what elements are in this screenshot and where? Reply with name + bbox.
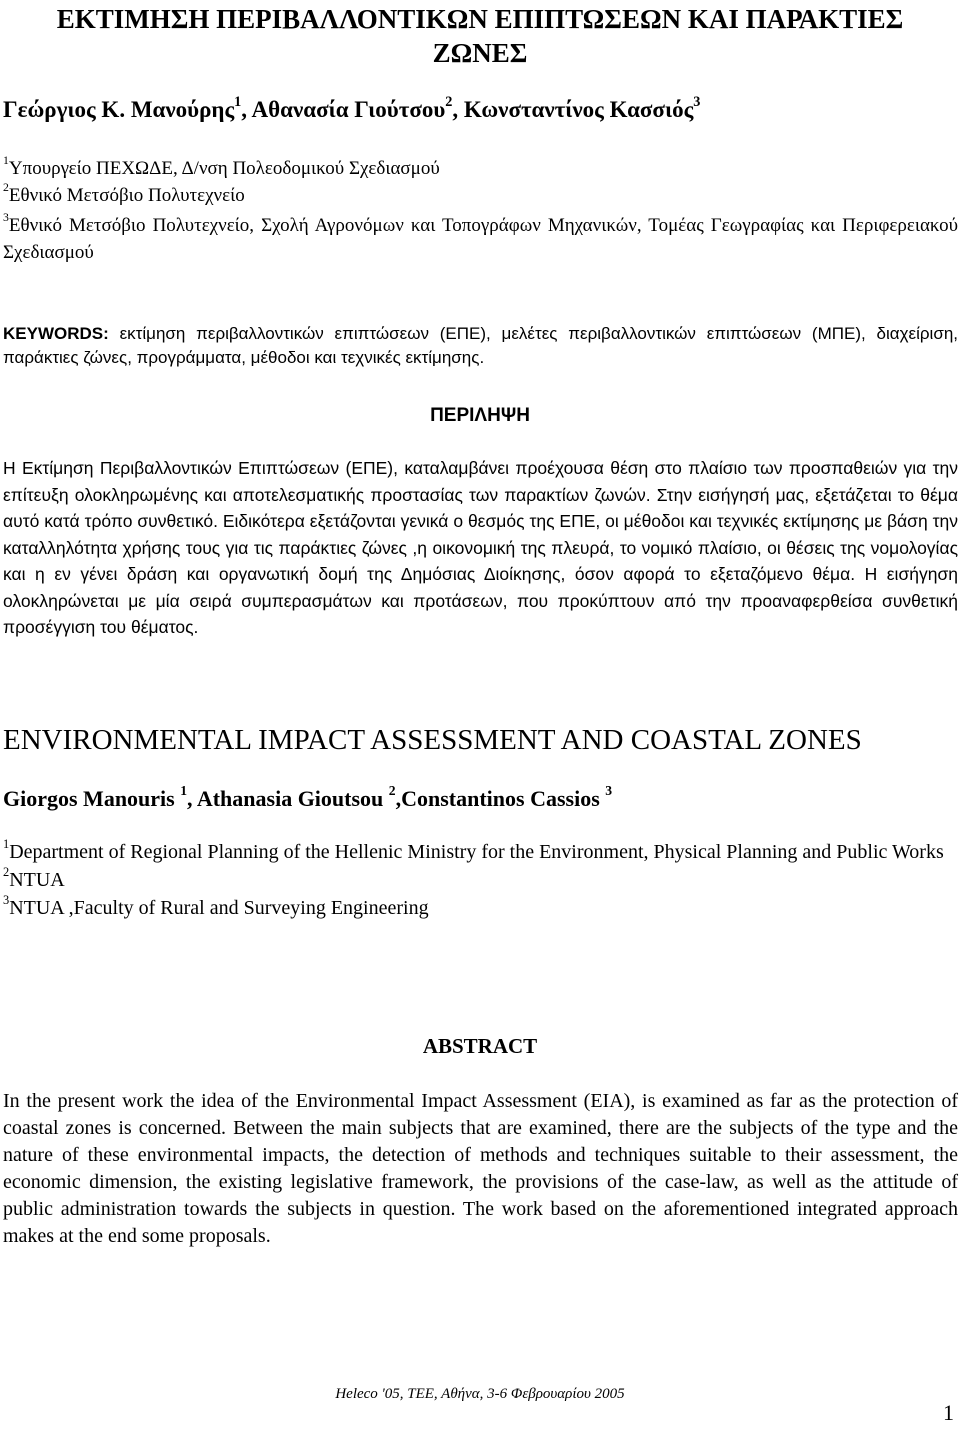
greek-title-line-2: ΖΩΝΕΣ: [432, 38, 528, 68]
english-author-name: , Athanasia Gioutsou: [187, 786, 389, 811]
greek-author-name: , Αθανασία Γιούτσου: [241, 97, 446, 122]
keywords: [3, 322, 958, 370]
affiliation-sup: 3: [3, 211, 9, 225]
english-title: ENVIRONMENTAL IMPACT ASSESSMENT AND COASTAL ZONES: [3, 724, 862, 756]
affiliation-text: Department of Regional Planning of the Hellenic Ministry for the Environment, Physical Planning and Public Works: [9, 841, 944, 863]
affiliation-text: Υπουργείο ΠΕΧΩΔΕ, Δ/νση Πολεοδομικού Σχεδιασμού: [8, 158, 440, 179]
greek-affiliation-3: [3, 212, 958, 266]
greek-title-line-1: ΕΚΤΙΜΗΣΗ ΠΕΡΙΒΑΛΛΟΝΤΙΚΩΝ ΕΠΙΠΤΩΣΕΩΝ ΚΑΙ ΠΑΡΑΚΤΙΕΣ: [56, 4, 904, 34]
greek-affiliation-1: [3, 154, 440, 180]
greek-author-sup: 1: [234, 93, 242, 110]
affiliation-text: NTUA: [9, 869, 65, 891]
greek-abstract-heading: ΠΕΡΙΛΗΨΗ: [430, 405, 530, 426]
page-number: 1: [943, 1400, 954, 1425]
greek-author-name: , Κωνσταντίνος Κασσιός: [452, 97, 694, 122]
affiliation-text: Εθνικό Μετσόβιο Πολυτεχνείο: [8, 185, 245, 206]
english-author-sup: 2: [388, 782, 396, 798]
english-author-sup: 1: [180, 782, 188, 798]
english-affiliation-1: [3, 838, 958, 866]
affiliation-sup: 1: [3, 154, 9, 168]
affiliation-sup: 2: [3, 181, 9, 195]
english-author-name: Giorgos Manouris: [3, 786, 181, 811]
english-abstract-heading: ABSTRACT: [422, 1034, 538, 1058]
affiliation-text: Εθνικό Μετσόβιο Πολυτεχνείο, Σχολή Αγρονόμων και Τοπογράφων Μηχανικών, Τομέας Γεωγραφίας και Περιφερειακού Σχεδιασμού: [3, 215, 958, 263]
greek-title: [0, 2, 960, 70]
english-authors: [3, 782, 613, 812]
affiliation-sup: 2: [3, 864, 10, 879]
keywords-label: KEYWORDS:: [3, 324, 109, 343]
english-abstract-body: In the present work the idea of the Environmental Impact Assessment (EIA), is examined as far as the protection of coastal zones is concerned. Between the main subjects that are examined, there are the subjects of the type and the nature of these environmental impacts, the detection of methods and techniques suitable to their assessment, the economic dimension, the existing legislative framework, the provisions of the case-law, as well as the attitude of public administration towards the subjects in question. The work based on the aforementioned integrated approach makes at the end some proposals.: [3, 1090, 958, 1247]
affiliation-text: NTUA ,Faculty of Rural and Surveying Engineering: [9, 897, 429, 919]
english-affiliations: [3, 838, 958, 922]
affiliation-sup: 1: [3, 836, 10, 851]
greek-author-sup: 3: [693, 93, 701, 110]
greek-affiliation-2: [3, 181, 245, 207]
english-affiliation-3: [3, 894, 958, 922]
greek-author-sup: 2: [445, 93, 453, 110]
greek-authors: [3, 93, 701, 124]
greek-abstract-body: Η Εκτίμηση Περιβαλλοντικών Επιπτώσεων (ΕΠΕ), καταλαμβάνει προέχουσα θέση στο πλαίσιο των προσπαθειών για την επίτευξη ολοκληρωμένης και αποτελεσματικής προστασίας των παρακτίων ζωνών. Στην εισήγησή μας, εξετάζεται το θέμα αυτό κατά τρόπο συνθετικό. Ειδικότερα εξετάζονται γενικά ο θεσμός της ΕΠΕ, οι μέθοδοι και τεχνικές εκτίμησης με βάση την καταλληλότητα χρήσης τους για τις παράκτιες ζώνες ,η οικονομική της πλευρά, το νομικό πλαίσιο, οι θέσεις της νομολογίας και η εν γένει δράση και οργανωτική δομή της Δημόσιας Διοίκησης, όσον αφορά το εξεταζόμενο θέμα. Η εισήγηση ολοκληρώνεται με μία σειρά συμπερασμάτων και προτάσεων, που προκύπτουν από την προαναφερθείσα συνθετική προσέγγιση του θέματος.: [3, 458, 958, 637]
page-footer: Heleco '05, ΤΕΕ, Αθήνα, 3-6 Φεβρουαρίου 2005: [335, 1386, 625, 1402]
english-affiliation-2: [3, 866, 958, 894]
english-author-name: ,Constantinos Cassios: [395, 786, 606, 811]
greek-author-name: Γεώργιος Κ. Μανούρης: [3, 97, 235, 122]
keywords-text: εκτίμηση περιβαλλοντικών επιπτώσεων (ΕΠΕ), μελέτες περιβαλλοντικών επιπτώσεων (ΜΠΕ), διαχείριση, παράκτιες ζώνες, προγράμματα, μέθοδοι και τεχνικές εκτίμησης.: [3, 324, 958, 367]
affiliation-sup: 3: [3, 892, 10, 907]
english-author-sup: 3: [605, 782, 613, 798]
